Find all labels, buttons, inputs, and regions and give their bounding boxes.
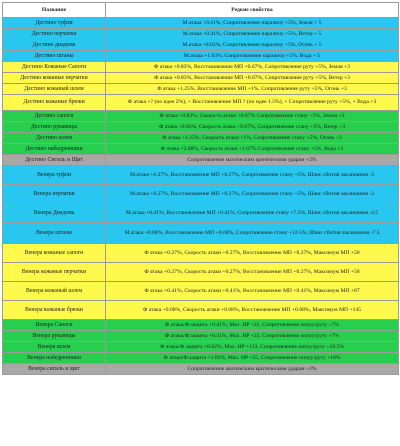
header-row (3, 3, 399, 18)
item-name-cell: Венера кожаные сапоги (3, 244, 106, 263)
table-row (3, 166, 399, 185)
item-props-cell: М.атака +0.27%, Восстановление МП +0.27%, Сопротивление стану +5%, Шанс сбития заклинания -3 (106, 185, 399, 204)
item-name-cell: Дестино Сигиль и Щит (3, 155, 106, 166)
item-name-cell: Венера кожаные брюки (3, 301, 106, 320)
item-props-cell: М.атака +0.41%, Сопротивление параличу +5%, Земля + 5 (106, 18, 399, 29)
item-props-cell: Ф атака +0.41%, Скорость атаки +0.41%, Восстановление МП +0.41%, Максимум МП +87 (106, 282, 399, 301)
item-props-cell: М.атака +0.62%, Сопротивление параличу +5%, Огонь + 5 (106, 40, 399, 51)
table-row (3, 282, 399, 301)
item-props-cell: Ф атака +0.27%, Скорость атаки +0.27%, Восстановление МП +0.27%, Максимум МП +58 (106, 244, 399, 263)
table-row (3, 51, 399, 62)
item-name-cell: Венера кожаные перчатки (3, 263, 106, 282)
item-name-cell: Венера Диадема (3, 204, 106, 223)
item-name-cell: Дестино сапоги (3, 111, 106, 122)
item-name-cell: Венера туфли (3, 166, 106, 185)
table-row (3, 62, 399, 73)
table-row (3, 84, 399, 95)
item-name-cell: Венера кожаный шлем (3, 282, 106, 301)
item-props-cell: Ф атака +? (по идее 2%), + Восстановление МП ? (по идее 1.5%), + Сопротивление руту +5%, + Вода +3 (106, 95, 399, 111)
table-row (3, 185, 399, 204)
table-row (3, 18, 399, 29)
table-row (3, 320, 399, 331)
table-row (3, 95, 399, 111)
item-props-cell: М.атака +0.41%, Сопротивление параличу +5%, Ветер + 5 (106, 29, 399, 40)
item-props-cell: Ф атака +0.27%, Скорость атаки +0.27%, Восстановление МП +0.27%, Максимум МП +58 (106, 263, 399, 282)
item-props-cell: Сопротивление магическим критическим ударам +2% (106, 364, 399, 375)
item-name-cell: Дестино туфли (3, 18, 106, 29)
item-props-cell: Ф атака +0.83%, Скорость атаки +0.67%, Сопротивление стану +5%, Ветер +3 (106, 122, 399, 133)
item-props-cell: Ф атака +0.68%, Скорость атаки +0.68%, Восстановление МП +0.68%, Максимум МП +145 (106, 301, 399, 320)
item-name-cell: Дестино рукавицы (3, 122, 106, 133)
item-props-cell: М.атака +0.41%, Восстановление МП +0.41%, Сопротивление стану +7.5%, Шанс сбития заклинания -4.5 (106, 204, 399, 223)
table-row (3, 364, 399, 375)
item-props-cell: Ф атака/Ф.защита +0.41%, Max. HP +22, Сопротивление оппуу/руту +7% (106, 320, 399, 331)
item-name-cell: Дестино штаны (3, 51, 106, 62)
item-name-cell: Дестино кожаные перчатки (3, 73, 106, 84)
item-name-cell: Венера рукавицы (3, 331, 106, 342)
item-props-cell: Ф атака +2.08%, Скорость атаки +1.67% Сопротивление стану +5%, Вода +3 (106, 144, 399, 155)
item-name-cell: Венера перчатки (3, 185, 106, 204)
item-props-cell: М.атака +0.27%, Восстановление МП +0.27%, Сопротивление стану +5%, Шанс сбития заклинания -3 (106, 166, 399, 185)
item-props-cell: Ф атака +0.83%, Восстановление МП +0.67%, Сопротивление руту +5%, Земля +3 (106, 62, 399, 73)
table-row (3, 331, 399, 342)
item-name-cell: Дестино кожаный шлем (3, 84, 106, 95)
table-row (3, 353, 399, 364)
table-row (3, 122, 399, 133)
item-props-cell: Ф атака/Ф защита +0.62%, Max. HP +133, Сопротивление оппуу/руту +10.5% (106, 342, 399, 353)
item-name-cell: Венера набедренники (3, 353, 106, 364)
item-props-cell: Ф атака +0.83%, Восстановление МП +0.67%, Сопротивление руту +5%, Ветер +3 (106, 73, 399, 84)
item-name-cell: Венера штаны (3, 223, 106, 244)
table-row (3, 244, 399, 263)
item-props-cell: Ф атака/Ф.защита +1.03%, Max. HP +55, Сопротивление оппуу/руту +18% (106, 353, 399, 364)
table-row (3, 133, 399, 144)
table-row (3, 40, 399, 51)
table-row (3, 301, 399, 320)
item-props-cell: Ф атака +1.25%, Восстановление МП +1%, Сопротивление руту +5%, Огонь +3 (106, 84, 399, 95)
item-props-cell: Ф атака +0.83%, Скорость атаки +0.67% Сопротивление стану +5%, Земля +3 (106, 111, 399, 122)
rare-properties-table (2, 2, 399, 375)
table-row (3, 342, 399, 353)
table-row (3, 144, 399, 155)
item-props-cell: Ф атака +1.25%, Скорость атаки +1%, Сопротивление стану +5%, Огонь +3 (106, 133, 399, 144)
item-name-cell: Дестино диадема (3, 40, 106, 51)
item-name-cell: Дестино кожаные брюки (3, 95, 106, 111)
table-body (3, 18, 399, 375)
item-props-cell: Сопротивление магическим критическим ударам +2% (106, 155, 399, 166)
header-name: Название (3, 3, 106, 18)
header-props: Редкие свойства (106, 3, 399, 18)
item-props-cell: Ф атака/Ф.защита +0.41%, Max. HP +22, Сопротивление оппуу/руту +7% (106, 331, 399, 342)
table-row (3, 263, 399, 282)
item-name-cell: Венера сигиль и щит (3, 364, 106, 375)
table-row (3, 155, 399, 166)
table-row (3, 204, 399, 223)
table-row (3, 29, 399, 40)
table-row (3, 223, 399, 244)
item-name-cell: Венера шлем (3, 342, 106, 353)
table-row (3, 73, 399, 84)
item-name-cell: Дестино набедренники (3, 144, 106, 155)
item-name-cell: Венера Сапоги (3, 320, 106, 331)
table-row (3, 111, 399, 122)
item-props-cell: М.атака +0.68%, Восстановление МП +0.68%, Сопротивление стану +12.5%, Шанс сбития заклинания -7.5 (106, 223, 399, 244)
item-name-cell: Дестино Кожаные Сапоги (3, 62, 106, 73)
item-name-cell: Дестино шлем (3, 133, 106, 144)
item-name-cell: Дестино перчатки (3, 29, 106, 40)
item-props-cell: М.атака +1.03%, Сопротивление параличу +5%, Вода + 5 (106, 51, 399, 62)
